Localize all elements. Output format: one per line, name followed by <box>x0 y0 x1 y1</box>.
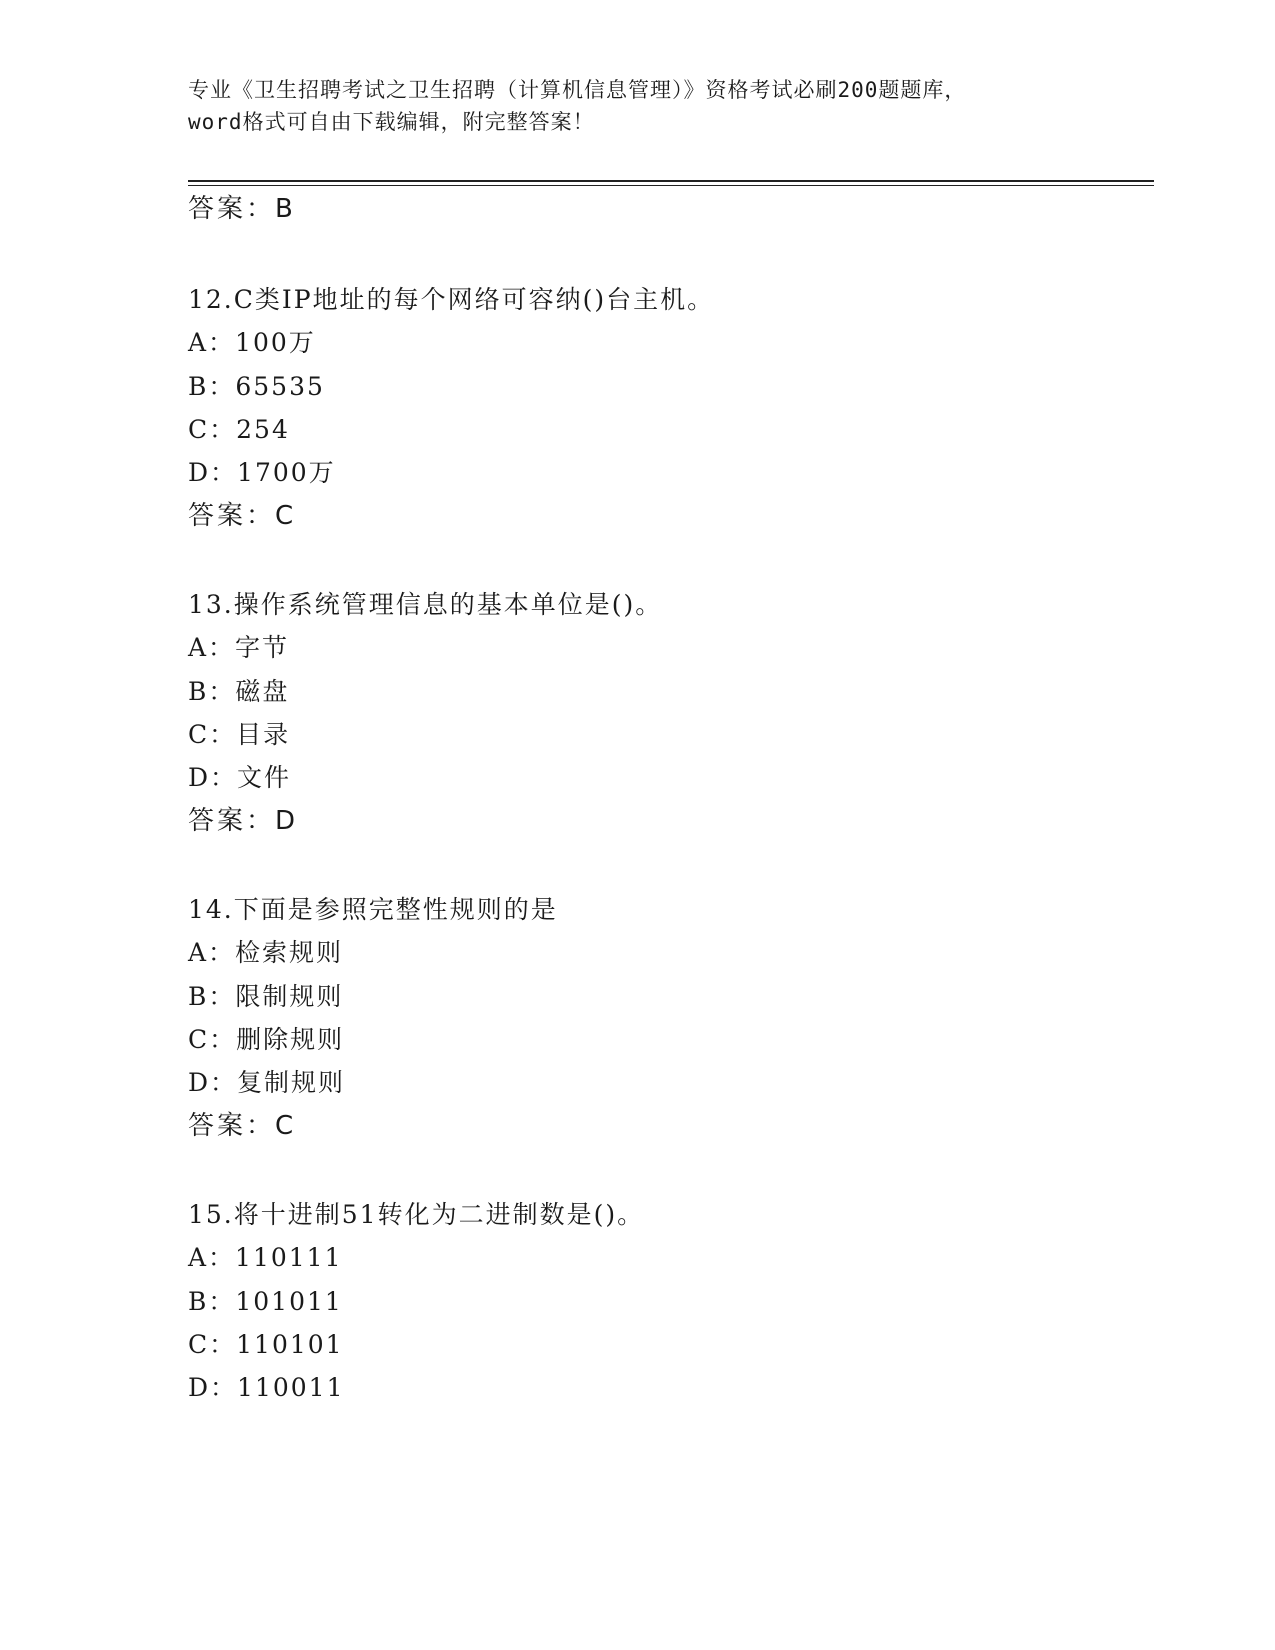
option-b: B：磁盘 <box>188 677 290 706</box>
option-d: D：文件 <box>188 763 292 792</box>
option-a: A：检索规则 <box>188 938 344 967</box>
option-b: B：限制规则 <box>188 982 344 1011</box>
option-a: A：字节 <box>188 633 290 662</box>
option-a: A：110111 <box>188 1243 343 1272</box>
option-a: A：100万 <box>188 328 316 357</box>
document-header <box>188 74 1088 138</box>
option-c: C：254 <box>188 415 290 444</box>
answer-line: 答案：B <box>188 194 296 224</box>
header-divider-thick <box>188 180 1154 182</box>
option-b: B：101011 <box>188 1287 343 1316</box>
answer-line: 答案：D <box>188 806 299 836</box>
option-c: C：删除规则 <box>188 1025 345 1054</box>
header-divider-thin <box>188 185 1154 186</box>
option-b: B：65535 <box>188 372 325 401</box>
option-c: C：110101 <box>188 1330 344 1359</box>
answer-line: 答案：C <box>188 501 297 531</box>
question-stem: 12.C类IP地址的每个网络可容纳()台主机。 <box>188 285 715 314</box>
answer-line: 答案：C <box>188 1111 297 1141</box>
option-d: D：110011 <box>188 1373 345 1402</box>
option-d: D：1700万 <box>188 458 336 487</box>
option-c: C：目录 <box>188 720 291 749</box>
question-stem: 13.操作系统管理信息的基本单位是()。 <box>188 590 663 619</box>
header-line-2: word格式可自由下载编辑，附完整答案！ <box>188 110 595 134</box>
question-stem: 15.将十进制51转化为二进制数是()。 <box>188 1200 645 1229</box>
option-d: D：复制规则 <box>188 1068 346 1097</box>
question-stem: 14.下面是参照完整性规则的是 <box>188 895 558 924</box>
header-line-1: 专业《卫生招聘考试之卫生招聘（计算机信息管理）》资格考试必刷200题题库， <box>188 78 967 102</box>
